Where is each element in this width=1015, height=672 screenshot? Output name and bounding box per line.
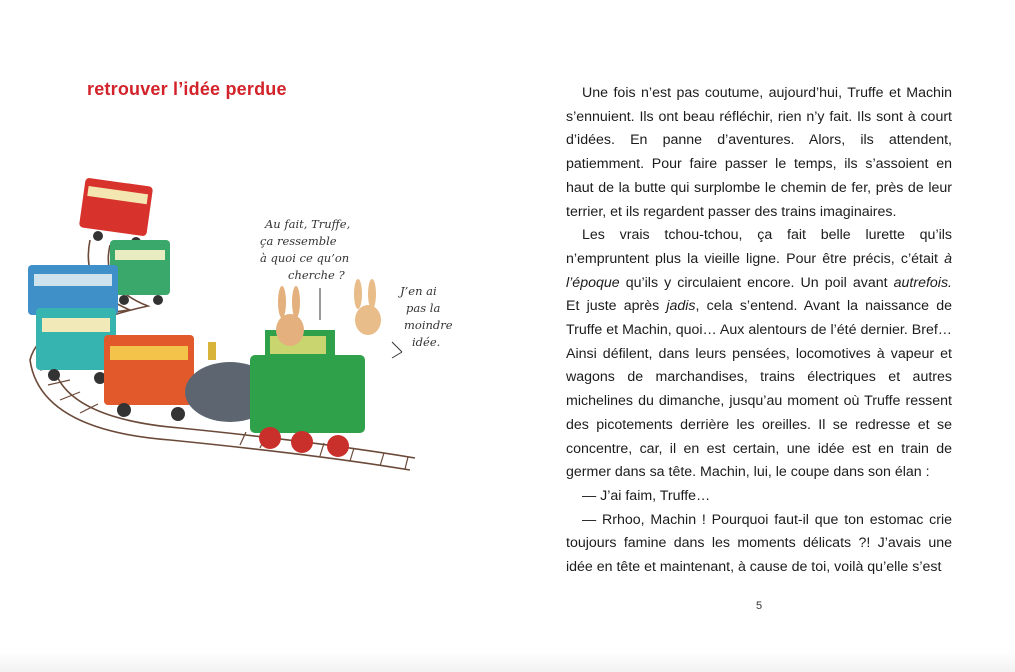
svg-text:cherche ?: cherche ?: [288, 268, 345, 282]
chapter-title: retrouver l’idée perdue: [87, 79, 287, 99]
svg-text:pas la: pas la: [406, 301, 441, 315]
paragraph-2: Les vrais tchou-tchou, ça fait belle lurette qu’ils n’empruntent plus la vieille ligne. Pour être précis, c’était à l’époque qu’ils y circulaient encore. Un poil avant autrefois. Et juste après jadis, cela s’entend. Avant la naissance de Truffe et Machin, quoi… Aux alentours de l’été dernier. Bref… Ainsi défilent, dans leurs pensées, locomotives à vapeur et wagons de marchandises, trains électriques et autres michelines du dimanche, jusqu’au moment où Truffe ressent des picotements derrière les oreilles. Il se redresse et se concentre, car, il en est certain, une idée est en train de germer dans sa tête. Machin, lui, le coupe dans son élan :: [566, 227, 952, 481]
svg-text:J’en ai: J’en ai: [400, 284, 437, 298]
body-text: [566, 82, 952, 580]
train-illustration: [20, 170, 490, 480]
svg-text:idée.: idée.: [412, 335, 441, 349]
svg-text:Au fait, Truffe,: Au fait, Truffe,: [265, 217, 351, 231]
red-wagon: [104, 335, 194, 421]
svg-text:à quoi ce qu’on: à quoi ce qu’on: [260, 251, 350, 265]
rabbit-truffe: [276, 286, 304, 346]
dialogue-2: — Rrhoo, Machin ! Pourquoi faut-il que ton estomac crie toujours famine dans les moments délicats ?! J’avais une idée en tête et maintenant, à cause de toi, voilà qu’elle s’est: [566, 511, 952, 576]
paragraph-1: Une fois n’est pas coutume, aujourd’hui, Truffe et Machin s’ennuient. Ils ont beau réfléchir, rien n’y fait. Ils sont à court d’idées. En panne d’aventures. Alors, ils attendent, patiemment. Pour faire passer le temps, ils s’assoient en haut de la butte qui surplombe le chemin de fer, près de leur terrier, et ils regardent passer des trains imaginaires.: [566, 85, 952, 220]
page-number: 5: [755, 600, 763, 612]
svg-text:ça ressemble: ça ressemble: [260, 234, 337, 248]
green-wagon: [110, 240, 170, 305]
locomotive: [185, 330, 365, 457]
red-wagon-top: [79, 178, 153, 247]
rabbit-machin: [354, 279, 381, 335]
speech-truffe: [260, 217, 350, 320]
page-bottom-edge: [0, 652, 1015, 672]
dialogue-1: — J’ai faim, Truffe…: [582, 487, 711, 504]
speech-machin: [392, 284, 453, 358]
svg-text:moindre: moindre: [404, 318, 453, 332]
